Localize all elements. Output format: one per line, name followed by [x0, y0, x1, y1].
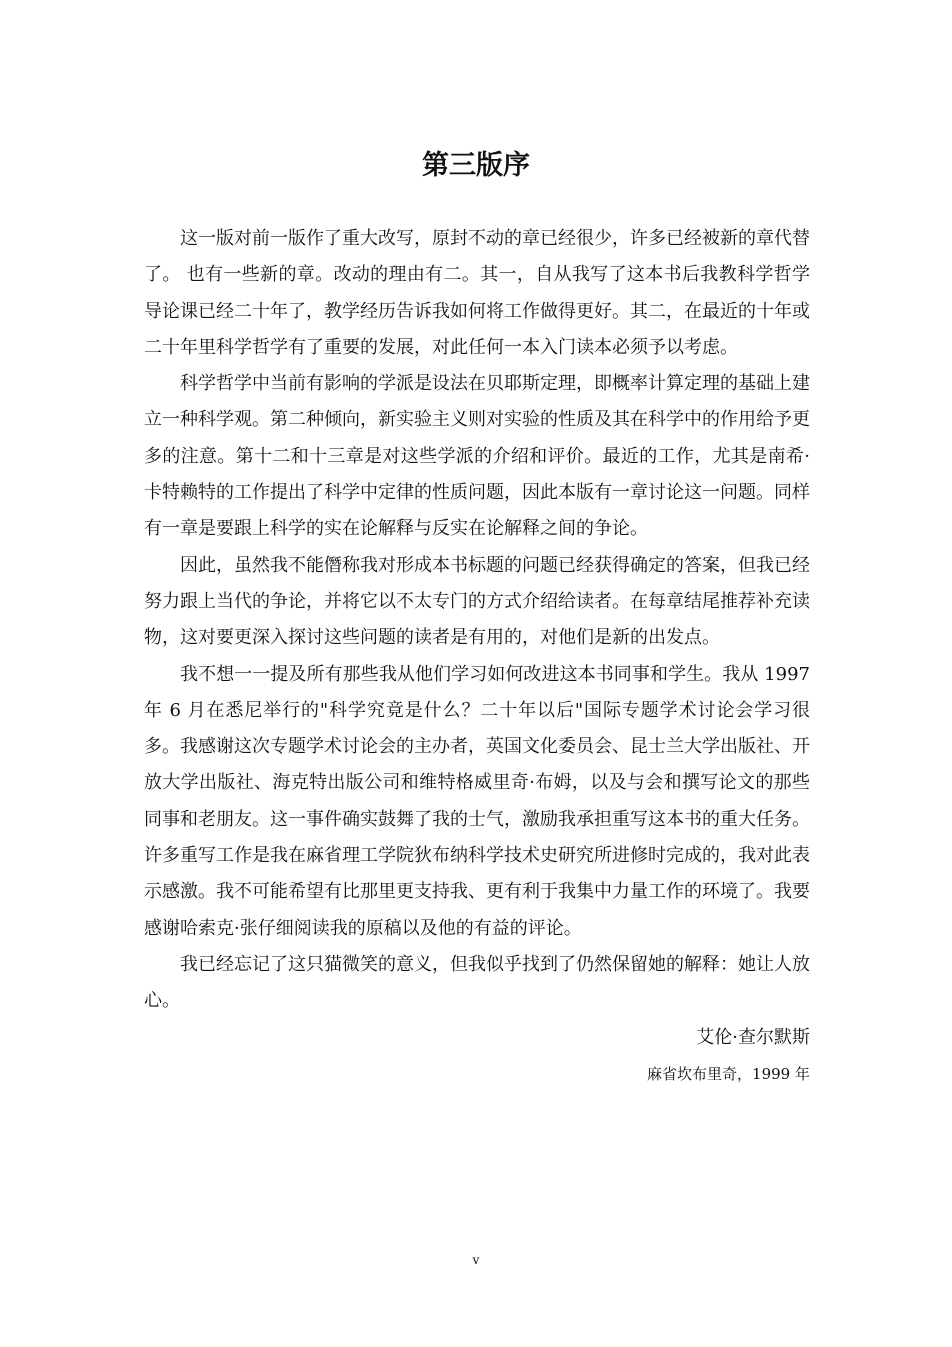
page-title: 第三版序: [422, 150, 530, 181]
signature-place-date: 麻省坎布里奇，1999 年: [647, 1064, 810, 1083]
paragraph-2: 科学哲学中当前有影响的学派是设法在贝耶斯定理，即概率计算定理的基础上建立一种科学观。第二种倾向，新实验主义则对实验的性质及其在科学中的作用给予更多的注意。第十二和十三章是对这些学派的介绍和评价。最近的工作，尤其是南希·卡特赖特的工作提出了科学中定律的性质问题，因此本版有一章讨论这一问题。同样有一章是要跟上科学的实在论解释与反实在论解释之间的争论。: [144, 373, 810, 540]
paragraph-5: 我已经忘记了这只猫微笑的意义，但我似乎找到了仍然保留她的解释：她让人放心。: [144, 953, 810, 1012]
paragraph-1: 这一版对前一版作了重大改写，原封不动的章已经很少，许多已经被新的章代替了。 也有一些新的章。改动的理由有二。其一，自从我写了这本书后我教科学哲学导论课已经二十年了，教学经历告诉我如何将工作做得更好。其二，在最近的十年或二十年里科学哲学有了重要的发展，对此任何一本入门读本必须予以考虑。: [144, 228, 810, 358]
preface-body: [144, 221, 810, 1088]
page-number: v: [472, 1253, 480, 1267]
author-signature: 艾伦·查尔默斯: [696, 1026, 810, 1048]
paragraph-4: 我不想一一提及所有那些我从他们学习如何改进这本书同事和学生。我从 1997 年 6 月在悉尼举行的"科学究竟是什么？二十年以后"国际专题学术讨论会学习很多。我感谢这次专题学术讨论会的主办者，英国文化委员会、昆士兰大学出版社、开放大学出版社、海克特出版公司和维特格威里奇·布姆，以及与会和撰写论文的那些同事和老朋友。这一事件确实鼓舞了我的士气，激励我承担重写这本书的重大任务。许多重写工作是我在麻省理工学院狄布纳科学技术史研究所进修时完成的，我对此表示感激。我不可能希望有比那里更支持我、更有利于我集中力量工作的环境了。我要感谢哈索克·张仔细阅读我的原稿以及他的有益的评论。: [144, 663, 810, 939]
paragraph-3: 因此，虽然我不能僭称我对形成本书标题的问题已经获得确定的答案，但我已经努力跟上当代的争论，并将它以不太专门的方式介绍给读者。在每章结尾推荐补充读物，这对要更深入探讨这些问题的读者是有用的，对他们是新的出发点。: [144, 554, 810, 649]
